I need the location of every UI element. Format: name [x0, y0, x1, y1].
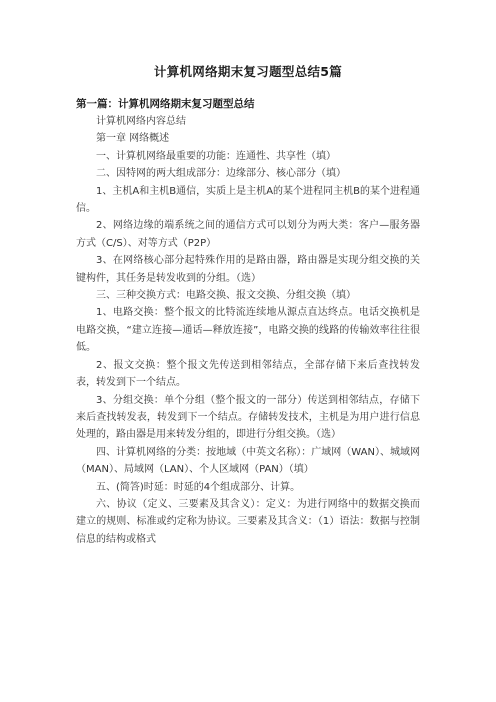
paragraph: 1、电路交换：整个报文的比特流连续地从源点直达终点。电话交换机是电路交换，“建立连接—通话—释放连接”，电路交换的线路的传输效率往往很低。	[76, 307, 420, 354]
paragraph: 五、(简答)时延：时延的4个组成部分、计算。	[96, 481, 301, 493]
paragraph: 一、计算机网络最重要的功能：连通性、共享性（填）	[96, 150, 336, 162]
paragraph: 3、在网络核心部分起特殊作用的是路由器，路由器是实现分组交换的关键构件，其任务是转发收到的分组。（选）	[76, 255, 420, 284]
section-heading: 第一篇：计算机网络期末复习题型总结	[76, 98, 255, 110]
paragraph: 四、计算机网络的分类：按地域（中英文名称）：广域网（WAN）、城域网（MAN）、局域网（LAN）、个人区域网（PAN）（填）	[76, 446, 420, 476]
paragraph: 3、分组交换：单个分组（整个报文的一部分）传送到相邻结点，存储下来后查找转发表，转发到下一个结点。存储转发技术，主机是为用户进行信息处理的，路由器是用来转发分组的，即进行分组交换。（选）	[76, 394, 420, 441]
paragraph: 二、因特网的两大组成部分：边缘部分、核心部分（填）	[96, 168, 346, 180]
paragraph: 计算机网络内容总结	[96, 116, 186, 127]
paragraph: 2、网络边缘的端系统之间的通信方式可以划分为两大类：客户—服务器方式（C/S）、对等方式（P2P）	[76, 220, 420, 249]
paragraph: 1、主机A和主机B通信，实质上是主机A的某个进程同主机B的某个进程通信。	[76, 185, 420, 215]
document-body	[76, 113, 420, 548]
paragraph: 六、协议（定义、三要素及其含义）：定义：为进行网络中的数据交换而建立的规则、标准或约定称为协议。三要素及其含义：（1）语法：数据与控制信息的结构或格式	[76, 498, 420, 545]
document-title: 计算机网络期末复习题型总结5篇	[153, 64, 343, 79]
paragraph: 第一章 网络概述	[96, 133, 170, 145]
paragraph: 三、三种交换方式：电路交换、报文交换、分组交换（填）	[96, 290, 356, 302]
paragraph: 2、报文交换：整个报文先传送到相邻结点，全部存储下来后查找转发表，转发到下一个结点。	[76, 359, 420, 389]
